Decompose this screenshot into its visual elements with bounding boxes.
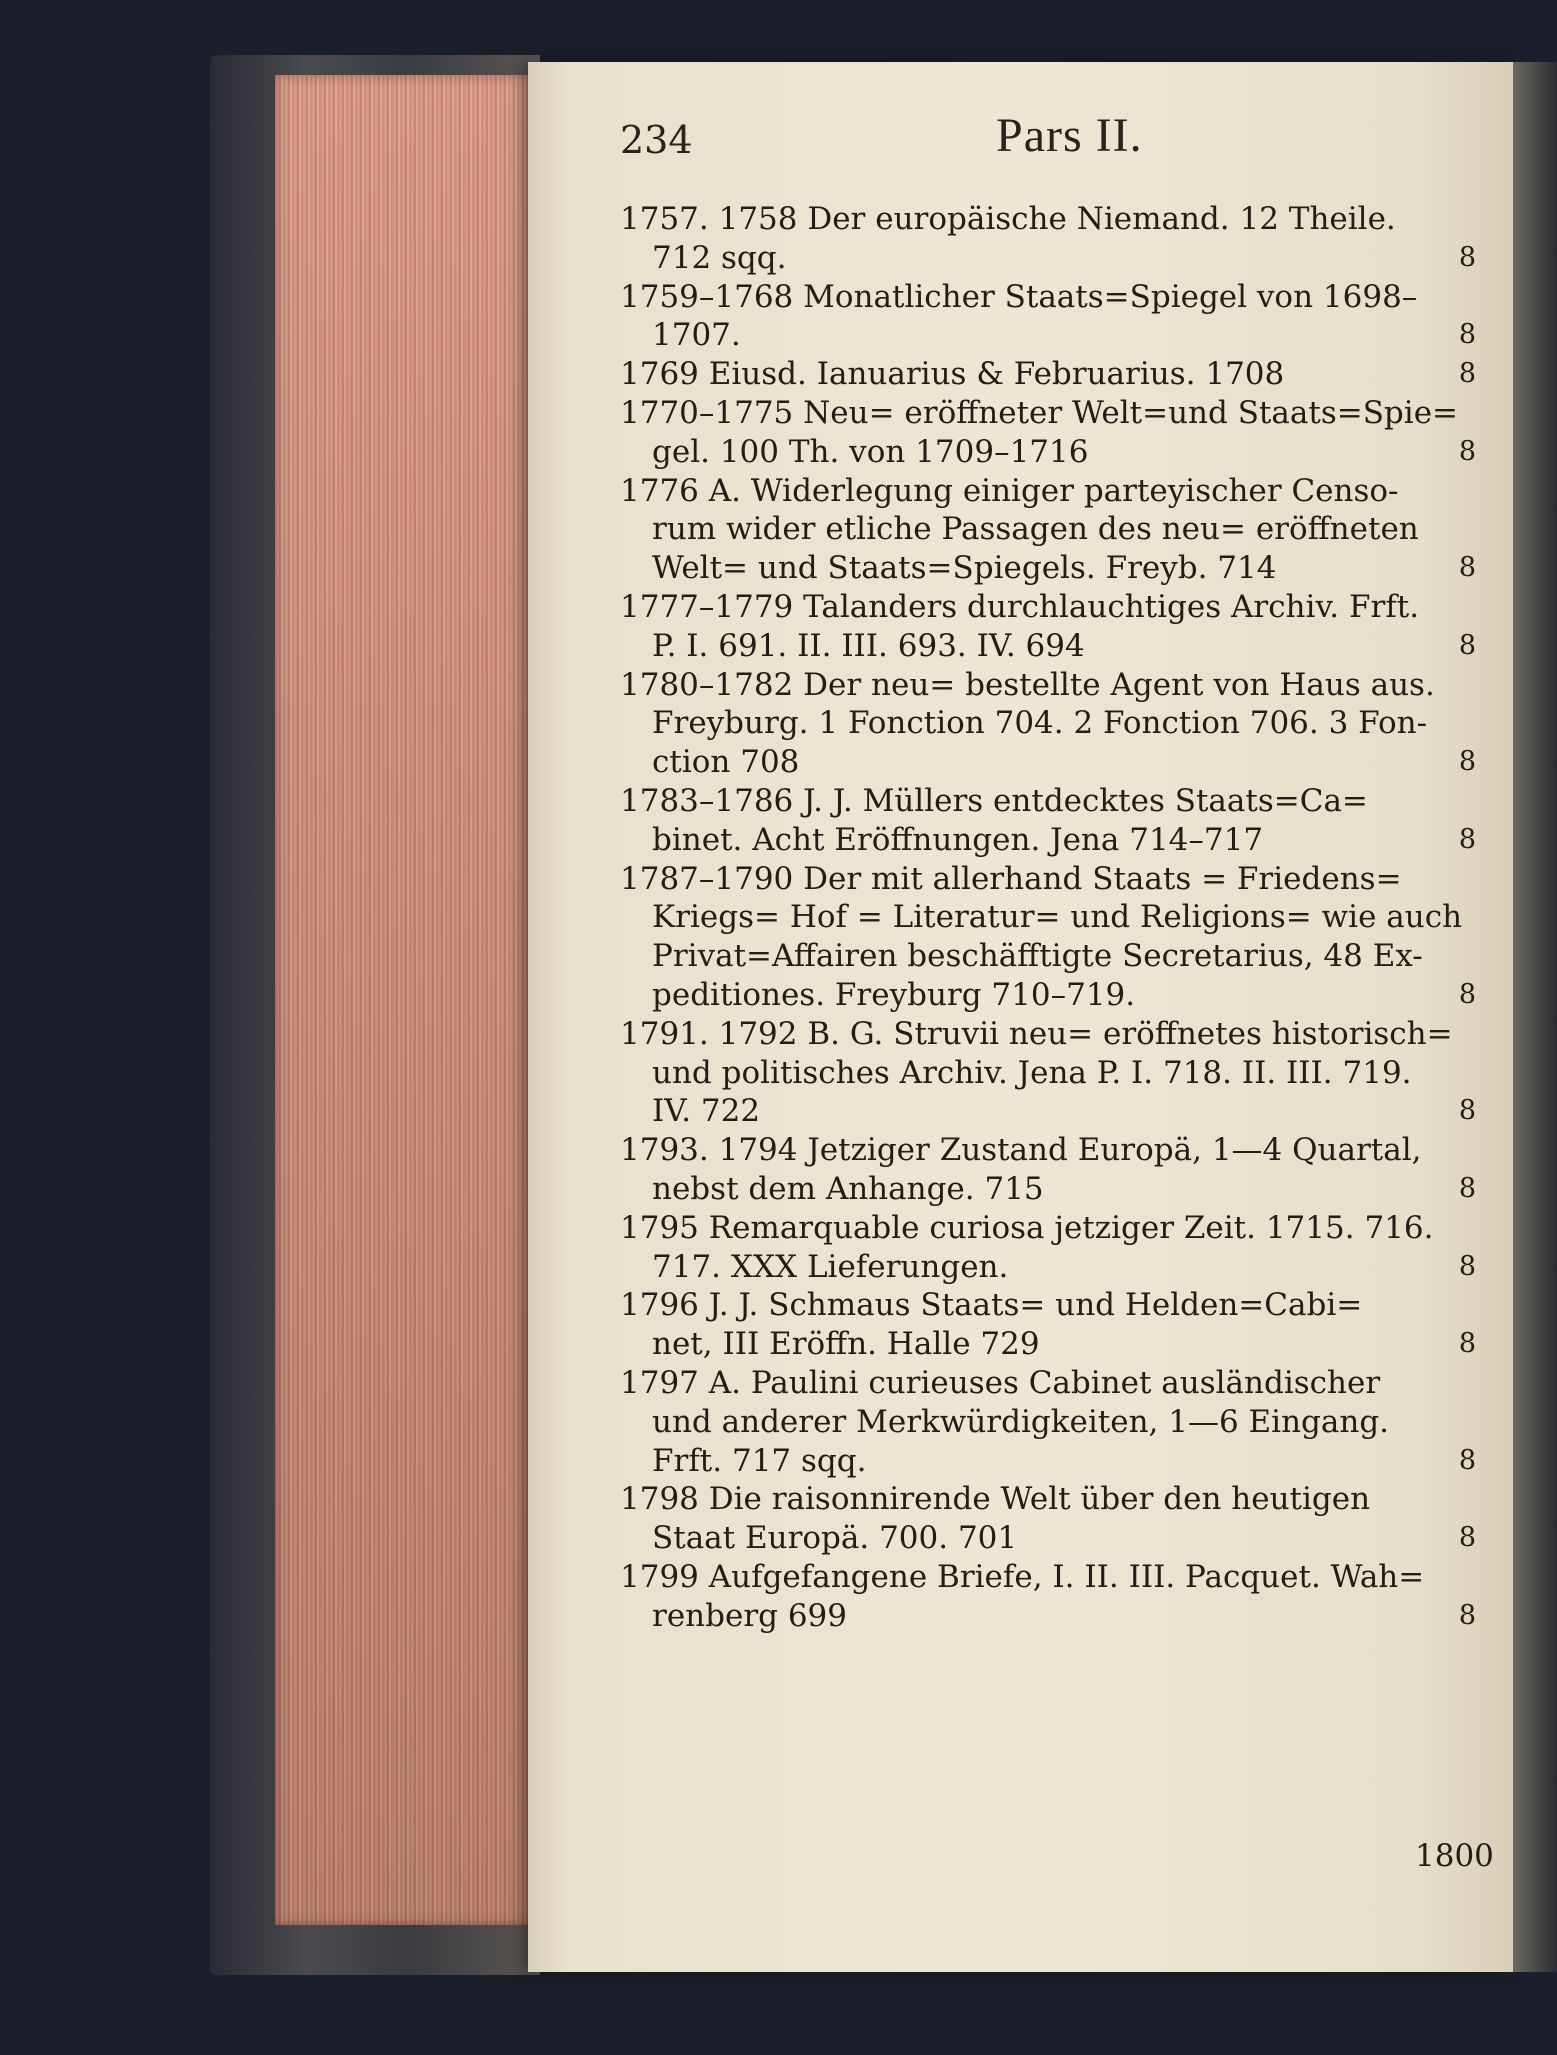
entry-line <box>620 1558 1490 1597</box>
entry-text: 1757. 1758 Der europäische Niemand. 12 Theile. <box>620 201 1396 237</box>
entry-text: IV. 722 <box>652 1093 761 1130</box>
entry-line <box>620 627 1490 666</box>
entry-text: 1759–1768 Monatlicher Staats=Spiegel von 1698– <box>620 278 1418 315</box>
entry-line <box>620 200 1490 239</box>
entry-line <box>620 743 1490 782</box>
format-mark: 8 <box>1458 1599 1476 1631</box>
entry-text: 1777–1779 Talanders durchlauchtiges Archiv. Frft. <box>620 588 1420 625</box>
format-mark: 8 <box>1458 1250 1476 1282</box>
entry-text: 1776 A. Widerlegung einiger parteyischer Censo- <box>620 472 1399 509</box>
catalog-entry <box>620 1558 1490 1636</box>
entry-text: P. I. 691. II. III. 693. IV. 694 <box>652 627 1085 664</box>
entry-text: Staat Europä. 700. 701 <box>652 1520 1018 1557</box>
catalog-entry <box>620 1286 1490 1364</box>
format-mark: 8 <box>1458 1172 1476 1204</box>
entry-line <box>620 1170 1490 1209</box>
catalog-entry <box>620 1131 1490 1209</box>
format-mark: 8 <box>1458 823 1476 855</box>
entry-line <box>620 1597 1490 1636</box>
entry-line <box>620 782 1490 821</box>
background-edge <box>1513 62 1557 1972</box>
catalog-entry <box>620 200 1490 278</box>
entry-line <box>620 1248 1490 1287</box>
catalog-entry <box>620 1209 1490 1287</box>
entry-text: 1798 Die raisonnirende Welt über den heutigen <box>620 1481 1371 1518</box>
entry-text: 1770–1775 Neu= eröffneter Welt=und Staats=Spie= <box>620 394 1459 431</box>
entry-line <box>620 316 1490 355</box>
entry-line <box>620 549 1490 588</box>
entry-text: Welt= und Staats=Spiegels. Freyb. 714 <box>652 550 1277 587</box>
entry-text: 1787–1790 Der mit allerhand Staats = Friedens= <box>620 860 1402 897</box>
entry-line <box>620 898 1490 937</box>
entry-line <box>620 1209 1490 1248</box>
entry-line <box>620 704 1490 743</box>
entry-text: renberg 699 <box>652 1597 848 1634</box>
entry-line <box>620 472 1490 511</box>
entry-text: 1796 J. J. Schmaus Staats= und Helden=Cabi= <box>620 1287 1363 1324</box>
entry-text: Frft. 717 sqq. <box>652 1442 867 1479</box>
running-head: Pars II. <box>996 109 1143 162</box>
catalog-entry <box>620 1480 1490 1558</box>
format-mark: 8 <box>1458 358 1476 390</box>
catalog-entry <box>620 860 1490 1015</box>
catalog-entry <box>620 355 1490 394</box>
entry-line <box>620 1403 1490 1442</box>
format-mark: 8 <box>1458 746 1476 778</box>
format-mark: 8 <box>1458 1444 1476 1476</box>
entry-text: peditiones. Freyburg 710–719. <box>652 976 1136 1013</box>
format-mark: 8 <box>1458 319 1476 351</box>
entry-text: 1780–1782 Der neu= bestellte Agent von Haus aus. <box>620 666 1435 703</box>
entry-line <box>620 278 1490 317</box>
catalog-entry <box>620 782 1490 860</box>
entry-text: net, III Eröffn. Halle 729 <box>652 1326 1040 1363</box>
format-mark: 8 <box>1458 1522 1476 1554</box>
entry-text: 1707. <box>652 317 741 354</box>
entry-line <box>620 239 1490 278</box>
entry-text: 717. XXX Lieferungen. <box>652 1248 1009 1285</box>
entry-line <box>620 1015 1490 1054</box>
entry-text: Freyburg. 1 Fonction 704. 2 Fonction 706. 3 Fon- <box>652 705 1428 742</box>
format-mark: 8 <box>1458 552 1476 584</box>
entry-line <box>620 821 1490 860</box>
catalog-entries <box>620 200 1490 1635</box>
catalog-entry <box>620 1015 1490 1131</box>
catalog-entry <box>620 666 1490 782</box>
catalog-entry <box>620 394 1490 472</box>
entry-line <box>620 1480 1490 1519</box>
entry-text: gel. 100 Th. von 1709–1716 <box>652 433 1089 470</box>
entry-line <box>620 1131 1490 1170</box>
entry-line <box>620 937 1490 976</box>
entry-text: Privat=Affairen beschäfftigte Secretarius, 48 Ex- <box>652 938 1423 975</box>
format-mark: 8 <box>1458 1328 1476 1360</box>
entry-line <box>620 1054 1490 1093</box>
entry-line <box>620 666 1490 705</box>
catalog-entry <box>620 1364 1490 1480</box>
entry-line <box>620 1092 1490 1131</box>
page-header <box>620 108 1520 168</box>
entry-text: 1769 Eiusd. Ianuarius & Februarius. 1708 <box>620 356 1285 393</box>
entry-text: 1797 A. Paulini curieuses Cabinet ausländischer <box>620 1364 1381 1401</box>
catalog-entry <box>620 278 1490 356</box>
entry-line <box>620 1364 1490 1403</box>
entry-line <box>620 1442 1490 1481</box>
entry-line <box>620 1519 1490 1558</box>
entry-text: 1783–1786 J. J. Müllers entdecktes Staats=Ca= <box>620 782 1368 819</box>
format-mark: 8 <box>1458 241 1476 273</box>
page-number: 234 <box>620 118 693 162</box>
entry-text: und anderer Merkwürdigkeiten, 1—6 Eingang. <box>652 1403 1390 1440</box>
entry-text: 1793. 1794 Jetziger Zustand Europä, 1—4 Quartal, <box>620 1132 1422 1169</box>
entry-line <box>620 976 1490 1015</box>
entry-line <box>620 355 1490 394</box>
entry-text: 1799 Aufgefangene Briefe, I. II. III. Pacquet. Wah= <box>620 1558 1425 1595</box>
entry-line <box>620 1325 1490 1364</box>
page-edges <box>275 75 530 1925</box>
format-mark: 8 <box>1458 978 1476 1010</box>
entry-line <box>620 510 1490 549</box>
entry-text: 1795 Remarquable curiosa jetziger Zeit. 1715. 716. <box>620 1209 1434 1246</box>
format-mark: 8 <box>1458 435 1476 467</box>
catalog-entry <box>620 472 1490 588</box>
format-mark: 8 <box>1458 1095 1476 1127</box>
entry-text: rum wider etliche Passagen des neu= eröffneten <box>652 511 1419 548</box>
format-mark: 8 <box>1458 629 1476 661</box>
entry-text: 712 sqq. <box>652 239 787 276</box>
entry-line <box>620 433 1490 472</box>
entry-text: und politisches Archiv. Jena P. I. 718. II. III. 719. <box>652 1054 1412 1091</box>
entry-text: nebst dem Anhange. 715 <box>652 1170 1044 1207</box>
entry-line <box>620 1286 1490 1325</box>
entry-text: 1791. 1792 B. G. Struvii neu= eröffnetes historisch= <box>620 1015 1453 1052</box>
catchword: 1800 <box>1415 1838 1494 1874</box>
entry-text: binet. Acht Eröffnungen. Jena 714–717 <box>652 821 1264 858</box>
entry-line <box>620 860 1490 899</box>
entry-text: ction 708 <box>652 744 800 781</box>
catalog-entry <box>620 588 1490 666</box>
entry-line <box>620 588 1490 627</box>
entry-text: Kriegs= Hof = Literatur= und Religions= wie auch <box>652 899 1463 936</box>
entry-line <box>620 394 1490 433</box>
